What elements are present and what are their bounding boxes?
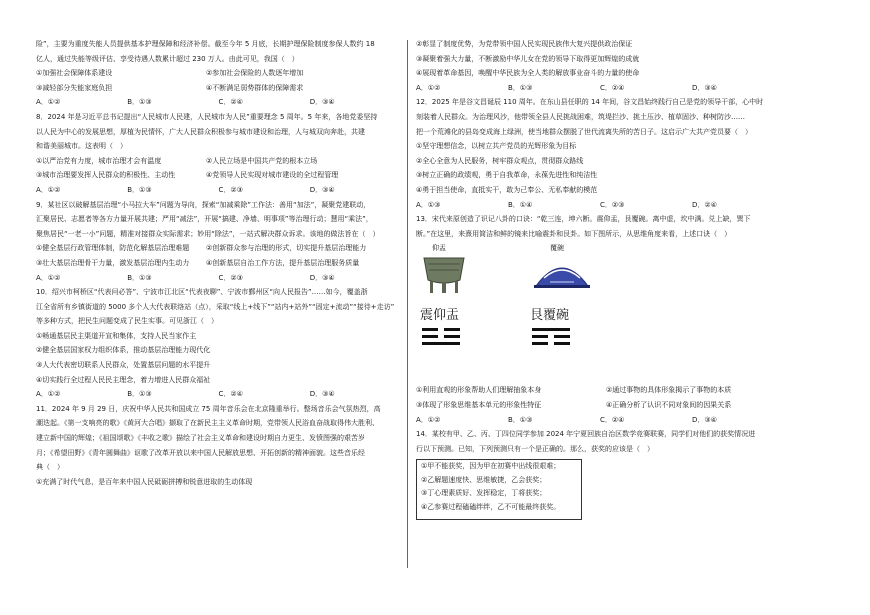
q7-option-c[interactable]: C．②④ — [218, 98, 243, 107]
q11-statement-4: ④展现着革命基因，唤醒中华民族为全人类的解放事业奋斗的力量的使命 — [416, 69, 640, 78]
q13-option-d[interactable]: D．③④ — [692, 415, 717, 424]
porcelain-bowl-image — [532, 256, 592, 290]
q8-text-line: 和谐美丽城市。这表明（ ） — [36, 142, 127, 151]
q13-text-line: 断。”在这里，来熹用简洁和鲜的镜来比喻震卦和艮卦。如下图所示，从思维角度来看，上述口诀（ ） — [416, 229, 732, 238]
q10-text-line: 江全省所有乡镇街道的 5000 多个人大代表联络站（点），采取“线上+线下”“站内+站外”“固定+流动”“接待+走访” — [36, 302, 395, 311]
q8-statement-2: ②人民立场是中国共产党的根本立场 — [206, 156, 318, 165]
q7-statement-1: ①加强社会保障体系建设 — [36, 69, 113, 78]
q9-option-d[interactable]: D．③④ — [309, 273, 335, 282]
q9-statements-row — [36, 244, 401, 254]
q13-option-c[interactable]: C．②④ — [600, 415, 625, 424]
q9-option-a[interactable]: A．①② — [36, 273, 61, 282]
q13-statement-2: ②通过事物的具体形象揭示了事物的本质 — [606, 386, 732, 395]
q10-statement-3: ③人大代表密切联系人民群众，处置基层问题的水平提升 — [36, 361, 211, 370]
q7-statements-row — [36, 84, 401, 94]
q9-statement-4: ④创新基层自治工作方法，提升基层治理服务质量 — [206, 258, 360, 267]
q14-text-line: 行以下预测。已知，下列预测只有一个是正确的。那么，获奖的应该是（ ） — [416, 444, 654, 453]
q7-option-b[interactable]: B．①③ — [127, 98, 152, 107]
q11-text-line: 月；《希望田野》《青年圆舞曲》讴歌了改革开放以来中国人民解放思想、开拓创新的精神面貌。这些音乐经 — [36, 448, 365, 457]
q13-options — [416, 416, 816, 426]
q10-text-line: 10．绍兴市柯桥区“代表问必答”、宁波市江北区“代表夜聊”、宁波市鄞州区“向人民报告”……如今，覆盖浙 — [36, 288, 368, 297]
column-divider — [407, 40, 408, 568]
q13-statements-row — [416, 386, 816, 396]
q12-option-a[interactable]: A．①③ — [416, 200, 441, 209]
q13-statements-row — [416, 401, 816, 411]
q12-options — [416, 201, 816, 211]
q14-prediction-2: ②乙解题速度快、思维敏捷，乙会获奖； — [421, 475, 547, 484]
q14-prediction-1: ①甲不能获奖，因为甲在初赛中出线很艰难； — [421, 462, 561, 471]
q11-option-c[interactable]: C．②④ — [600, 83, 625, 92]
hexagram-right-title: 覆碗 — [550, 244, 564, 253]
q12-option-b[interactable]: B．①④ — [508, 200, 533, 209]
q11-statement-2: ②彰显了制度优势，为党带领中国人民实现民族伟大复兴提供政治保证 — [416, 40, 633, 48]
q13-option-a[interactable]: A．①② — [416, 415, 441, 424]
q7-option-d[interactable]: D．③④ — [309, 98, 335, 107]
q14-prediction-4: ④乙参赛过程磕磕绊绊，乙不可能最终获奖。 — [421, 503, 561, 512]
q10-statement-4: ④切实践行全过程人民民主理念，着力增进人民群众福祉 — [36, 375, 211, 384]
q13-statement-4: ④正确分析了认识不同对象间的因果关系 — [606, 400, 732, 409]
q12-option-d[interactable]: D．②④ — [692, 200, 717, 209]
q11-text-line: 典（ ） — [36, 463, 64, 472]
q13-statement-1: ①利用直观的形象帮助人们理解抽象本身 — [416, 386, 542, 395]
q8-statements-row — [36, 171, 401, 181]
q9-text-line: 9．某社区以破解基层治理“小马拉大车”问题为导向，探索“加减乘除”工作法：善用“加法”，凝聚党建联动， — [36, 200, 371, 209]
q9-text-line: 汇聚居民、志愿者等各方力量开展共建；严用“减法”，开展“搞建、净墙、明事项”等治理行动；慧用“乘法”， — [36, 215, 373, 224]
q7-options — [36, 98, 401, 108]
q7-text-line: 亿人，通过失能等级评估、享受待遇人数累计超过 230 万人。由此可见，我国（ ） — [36, 54, 299, 63]
q8-statement-1: ①以严治党有力度，城市治理才会有温度 — [36, 156, 162, 165]
hexagram-figure — [416, 244, 816, 382]
q12-statement-1: ①坚守理想信念，以树立共产党员的光辉形象为目标 — [416, 142, 577, 151]
q11-text-line: 建立新中国的辉煌；《祖国颂歌》《丰收之歌》描绘了社会主义革命和建设时期自力更生、发愤图强的艰苦岁 — [36, 434, 365, 443]
q9-statement-1: ①健全基层行政管理体制，防范化解基层治理难题 — [36, 244, 190, 253]
zhen-trigram-icon — [422, 328, 460, 349]
q12-text-line: 把一个荒滩化的县岛变成海上绿洲，使当地群众摆脱了世代流离失所的苦日子。这启示广大共产党员要（ ） — [416, 127, 752, 136]
q12-statement-3: ③树立正确的政绩观，勇于自我革命，永葆先进性和纯洁性 — [416, 171, 598, 180]
q7-statement-4: ④不断满足弱势群体的保障需求 — [206, 83, 304, 92]
q11-statement-3: ③凝聚着强大力量，不断激励中华儿女在党的领导下取得更加辉煌的成就 — [416, 54, 640, 63]
q14-text-line: 14．某校有甲、乙、丙、丁四位同学参加 2024 年宁夏回族自治区数学竞赛联赛，同学们对他们的获奖情况进 — [416, 430, 756, 439]
q14-prediction-box — [416, 459, 582, 519]
q10-text-line: 等多种方式，把民生问题变成了民生实事。可见浙江（ ） — [36, 317, 218, 326]
q12-statement-4: ④勇于担当使命，直抵实干，敢为己奉公、无私奉献的模范 — [416, 185, 598, 194]
bronze-vessel-image — [420, 254, 468, 296]
q8-statement-4: ④党领导人民实现对城市建设的全过程管理 — [206, 171, 339, 180]
q8-option-d[interactable]: D．③④ — [309, 185, 335, 194]
q11-text-line: 潮迭起。《第一支响亮的歌》《黄河大合唱》撷取了在新民主主义革命时期，党带领人民浴血奋战取得伟大胜利、 — [36, 419, 379, 428]
q11-option-b[interactable]: B．①③ — [508, 83, 533, 92]
q7-statement-2: ②参加社会保险的人数逐年增加 — [206, 69, 304, 78]
q8-options — [36, 186, 401, 196]
q9-option-c[interactable]: C．②③ — [218, 273, 243, 282]
q10-option-c[interactable]: C．②④ — [218, 390, 243, 399]
q10-option-d[interactable]: D．③④ — [309, 390, 335, 399]
q8-statement-3: ③城市治理要发挥人民群众的积极性、主动性 — [36, 171, 176, 180]
q13-text-line: 13．宋代来原创造了识记八卦的口诀：“乾三连，坤六断。震仰盂，艮覆碗。离中虚，坎中满。兑上缺，巽下 — [416, 215, 751, 224]
left-column — [36, 40, 401, 492]
q10-statement-2: ②健全基层国家权力组织体系，推动基层治理能力现代化 — [36, 346, 211, 355]
q9-options — [36, 274, 401, 284]
q9-statement-3: ③壮大基层治理骨干力量，激发基层治理内生动力 — [36, 258, 190, 267]
q8-option-a[interactable]: A．①② — [36, 185, 61, 194]
q7-option-a[interactable]: A．①② — [36, 98, 61, 107]
gen-trigram-icon — [532, 328, 570, 349]
q10-statement-1: ①畅通基层民主渠道开宣和集体，支持人民当家作主 — [36, 331, 197, 340]
q9-statement-2: ②创新群众参与治理的形式，切实提升基层治理能力 — [206, 244, 367, 253]
q9-text-line: 聚焦居民“一老一小”问题，精准对接群众实际需求；妙用“除法”，一站式解决群众诉求。该地的做法旨在（ ） — [36, 229, 380, 238]
q12-text-line: 刻装着人民群众。为治理风沙，他带领全县人民挑战困难，筑堤拦沙、挑土压沙、植草固沙、种树防沙…… — [416, 112, 745, 121]
q11-option-d[interactable]: D．③④ — [692, 83, 717, 92]
q8-option-b[interactable]: B．①③ — [127, 185, 152, 194]
q8-statements-row — [36, 157, 401, 167]
q7-statements-row — [36, 69, 401, 79]
q11-option-a[interactable]: A．①② — [416, 83, 441, 92]
q12-option-c[interactable]: C．②③ — [600, 200, 625, 209]
q8-text-line: 以人民为中心的发展思想，厚植为民情怀，广大人民群众积极参与城市建设和治理，人与城双向奔赴，共建 — [36, 127, 365, 136]
q8-text-line: 8．2024 年是习近平总书记提出“人民城市人民建，人民城市为人民”重要理念 5 周年。5 年来，各地党委坚持 — [36, 112, 378, 121]
q10-option-a[interactable]: A．①② — [36, 390, 61, 399]
q7-statement-3: ③减轻部分失能家庭负担 — [36, 83, 113, 92]
q7-text-line: 险”，主要为重度失能人员提供基本护理保障和经济补偿。截至今年 5 月底，长期护理保险制度参保人数约 18 — [36, 40, 375, 48]
q13-statement-3: ③体现了形象思维基本单元的形象性特征 — [416, 400, 542, 409]
q8-option-c[interactable]: C．②③ — [218, 185, 243, 194]
q10-option-b[interactable]: B．①③ — [127, 390, 152, 399]
q9-option-b[interactable]: B．①③ — [127, 273, 152, 282]
q10-options — [36, 390, 401, 400]
q11-statement-1: ①充满了时代气息，是百年来中国人民砥砺拼搏和锐意进取的生动体现 — [36, 477, 253, 486]
q11-options — [416, 84, 816, 94]
q13-option-b[interactable]: B．①③ — [508, 415, 533, 424]
right-column — [416, 40, 816, 520]
hexagram-right-name: 艮覆碗 — [530, 308, 570, 324]
q12-text-line: 12．2025 年是谷文昌诞辰 110 周年。在东山县任职的 14 年间，谷文昌始终践行自己是党的领导干部，心中时 — [416, 98, 764, 107]
q12-statement-2: ②全心全意为人民服务，树牢群众观点，贯彻群众路线 — [416, 156, 584, 165]
hexagram-left-title: 仰盂 — [432, 244, 446, 253]
q9-statements-row — [36, 259, 401, 269]
hexagram-left-name: 震仰盂 — [420, 308, 460, 324]
q11-text-line: 11．2024 年 9 月 29 日，庆祝中华人民共和国成立 75 周年音乐会在北京隆重举行。整场音乐会气氛热烈，高 — [36, 404, 381, 413]
q14-prediction-3: ③丁心理素质好、发挥稳定，丁将获奖； — [421, 489, 547, 498]
